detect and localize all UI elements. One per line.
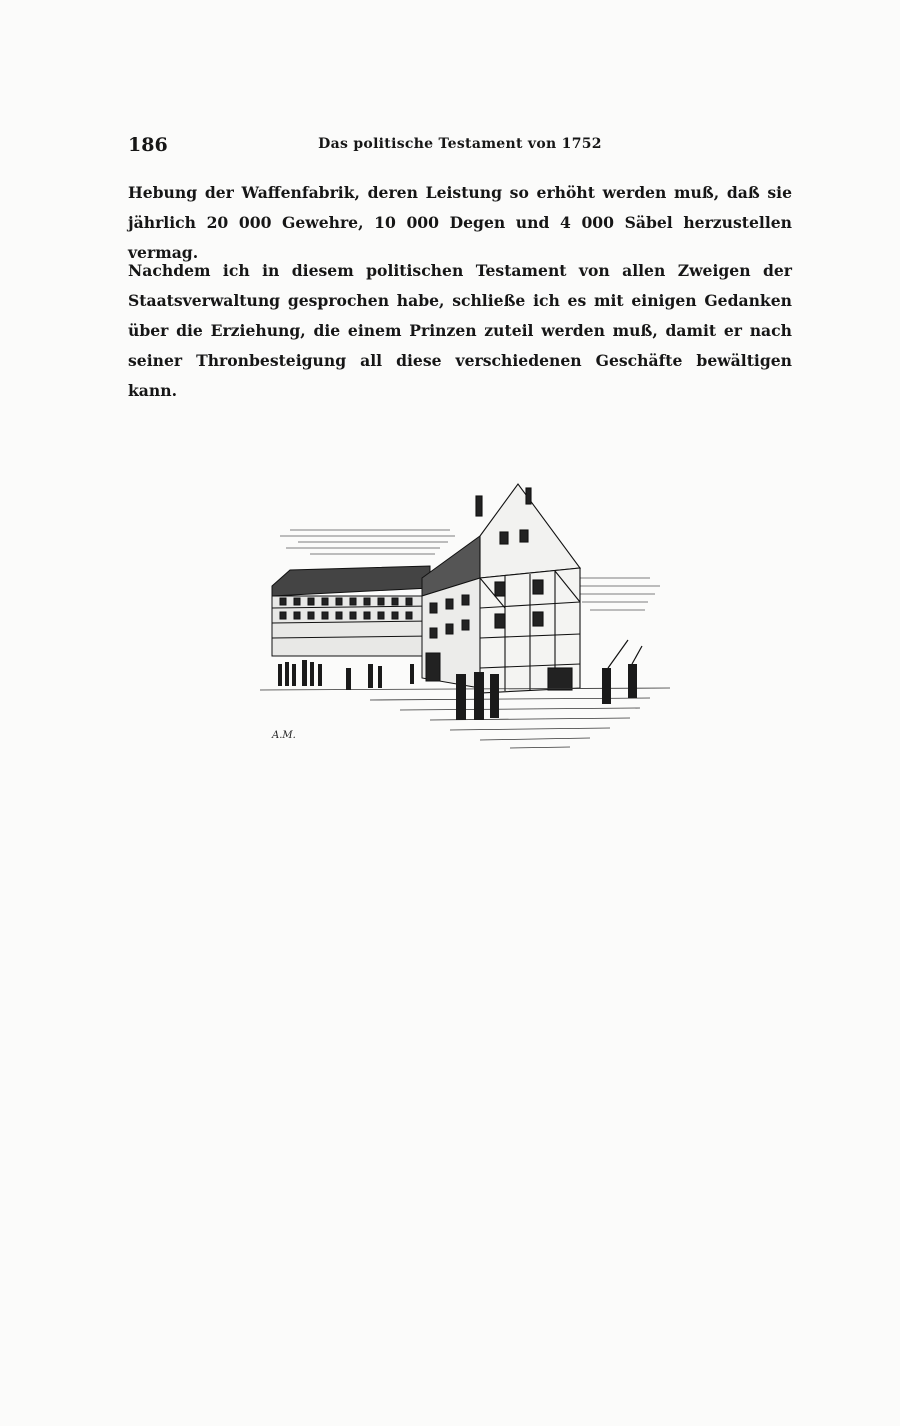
long-barracks [272, 566, 432, 656]
side-wing [422, 536, 480, 688]
gabled-house [476, 484, 580, 693]
page-number: 186 [128, 134, 168, 156]
paragraph-2: Nachdem ich in diesem politischen Testament von allen Zweigen der Staatsverwaltung gesprochen habe, schließe ich es mit einigen Gedanken über die Erziehung, die einem Prinzen zuteil werden muß, damit er nach seiner Thronbesteigung all diese verschiedenen Geschäfte bewältigen kann. [128, 261, 792, 400]
artist-signature: A.M. [272, 730, 296, 741]
muskets [608, 640, 642, 668]
running-head [128, 134, 792, 164]
woodcut-illustration [250, 478, 672, 760]
running-title: Das politische Testament von 1752 [318, 136, 602, 152]
paragraph-1: Hebung der Waffenfabrik, deren Leistung so erhöht werden muß, daß sie jährlich 20 000 Gewehre, 10 000 Degen und 4 000 Säbel herzustellen vermag. [128, 183, 792, 262]
